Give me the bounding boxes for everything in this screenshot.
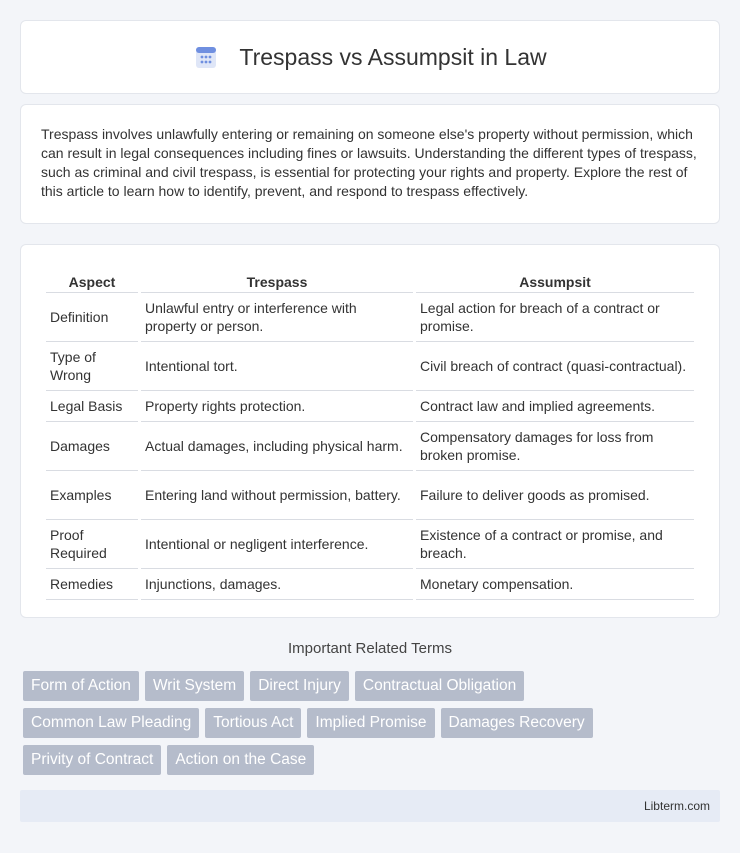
table-header-row	[46, 265, 694, 293]
related-terms-title: Important Related Terms	[288, 640, 452, 657]
tag-row	[23, 708, 723, 738]
cell-assumpsit: Compensatory damages for loss from broken promise.	[416, 422, 694, 471]
header-aspect: Aspect	[46, 265, 138, 293]
cell-assumpsit: Monetary compensation.	[416, 569, 694, 600]
tag-contractual-obligation[interactable]: Contractual Obligation	[355, 671, 524, 701]
header-trespass: Trespass	[141, 265, 413, 293]
cell-assumpsit: Existence of a contract or promise, and breach.	[416, 520, 694, 569]
table-row	[46, 471, 694, 520]
document-icon	[193, 44, 219, 70]
cell-aspect: Type of Wrong	[46, 342, 138, 391]
tag-action-on-the-case[interactable]: Action on the Case	[167, 745, 314, 775]
related-terms-tags	[23, 671, 723, 782]
tag-privity-of-contract[interactable]: Privity of Contract	[23, 745, 161, 775]
footer	[20, 790, 720, 822]
cell-aspect: Legal Basis	[46, 391, 138, 422]
tag-damages-recovery[interactable]: Damages Recovery	[441, 708, 593, 738]
cell-trespass: Property rights protection.	[141, 391, 413, 422]
tag-row	[23, 671, 723, 701]
table-row	[46, 342, 694, 391]
title-card	[20, 20, 720, 94]
table-row	[46, 520, 694, 569]
cell-trespass: Intentional or negligent interference.	[141, 520, 413, 569]
cell-trespass: Entering land without permission, battery.	[141, 471, 413, 520]
cell-trespass: Unlawful entry or interference with property or person.	[141, 293, 413, 342]
cell-assumpsit: Civil breach of contract (quasi-contractual).	[416, 342, 694, 391]
intro-paragraph: Trespass involves unlawfully entering or remaining on someone else's property without permission, which can result in legal consequences including fines or lawsuits. Understanding the different types of trespass, such as criminal and civil trespass, is essential for protecting your rights and property. Explore the rest of this article to learn how to identify, prevent, and respond to trespass effectively.	[41, 126, 697, 199]
cell-aspect: Damages	[46, 422, 138, 471]
table-row	[46, 422, 694, 471]
cell-trespass: Actual damages, including physical harm.	[141, 422, 413, 471]
header-assumpsit: Assumpsit	[416, 265, 694, 293]
cell-trespass: Injunctions, damages.	[141, 569, 413, 600]
table-row	[46, 293, 694, 342]
tag-implied-promise[interactable]: Implied Promise	[307, 708, 434, 738]
comparison-table	[43, 265, 697, 600]
cell-aspect: Proof Required	[46, 520, 138, 569]
cell-assumpsit: Contract law and implied agreements.	[416, 391, 694, 422]
table-row	[46, 569, 694, 600]
table-row	[46, 391, 694, 422]
page-title: Trespass vs Assumpsit in Law	[239, 43, 547, 70]
cell-assumpsit: Failure to deliver goods as promised.	[416, 471, 694, 520]
footer-site-link[interactable]: Libterm.com	[643, 799, 710, 813]
tag-form-of-action[interactable]: Form of Action	[23, 671, 139, 701]
cell-assumpsit: Legal action for breach of a contract or promise.	[416, 293, 694, 342]
intro-card	[20, 104, 720, 224]
comparison-table-card	[20, 244, 720, 618]
cell-aspect: Definition	[46, 293, 138, 342]
tag-direct-injury[interactable]: Direct Injury	[250, 671, 349, 701]
cell-aspect: Remedies	[46, 569, 138, 600]
tag-tortious-act[interactable]: Tortious Act	[205, 708, 301, 738]
tag-row	[23, 745, 723, 775]
cell-aspect: Examples	[46, 471, 138, 520]
tag-writ-system[interactable]: Writ System	[145, 671, 244, 701]
tag-common-law-pleading[interactable]: Common Law Pleading	[23, 708, 199, 738]
cell-trespass: Intentional tort.	[141, 342, 413, 391]
